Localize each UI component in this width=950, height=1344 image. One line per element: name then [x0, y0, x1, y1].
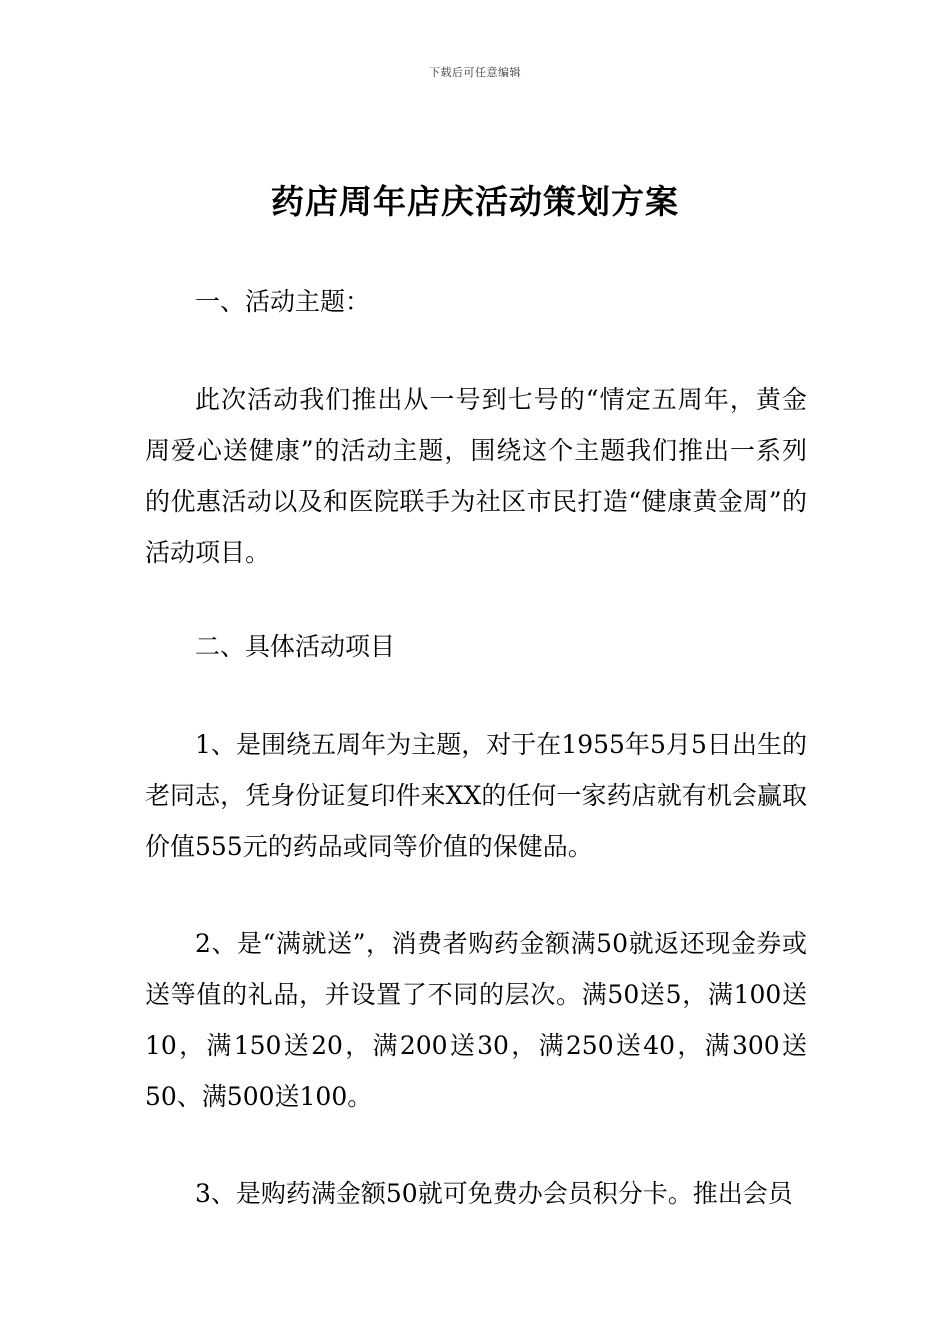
item2-paragraph: 2、是“满就送”，消费者购药金额满50就返还现金券或送等值的礼品，并设置了不同的层次。满50送5，满100送10，满150送20，满200送30，满250送40，满300送50、满500送100。	[145, 929, 807, 1111]
item1-paragraph: 1、是围绕五周年为主题，对于在1955年5月5日出生的老同志，凭身份证复印件来XX的任何一家药店就有机会赢取价值555元的药品或同等价值的保健品。	[145, 730, 807, 861]
section2-heading: 二、具体活动项目	[195, 632, 396, 661]
section1-heading: 一、活动主题：	[195, 287, 371, 316]
document-title: 药店周年店庆活动策划方案	[271, 182, 679, 221]
header-note: 下载后可任意编辑	[429, 66, 521, 79]
section1-paragraph: 此次活动我们推出从一号到七号的“情定五周年，黄金周爱心送健康”的活动主题，围绕这个主题我们推出一系列的优惠活动以及和医院联手为社区市民打造“健康黄金周”的活动项目。	[145, 385, 807, 567]
item3-paragraph: 3、是购药满金额50就可免费办会员积分卡。推出会员	[195, 1179, 793, 1208]
